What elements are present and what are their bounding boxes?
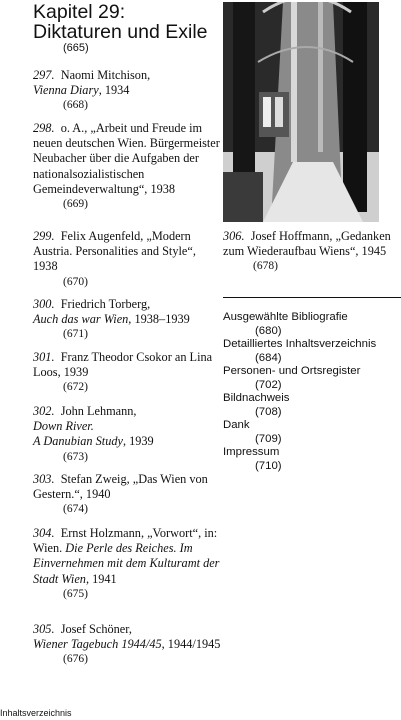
- chapter-page-number: (665): [63, 42, 89, 54]
- back-matter-label: Dank: [223, 419, 250, 431]
- toc-entry-298[interactable]: [33, 121, 223, 212]
- entry-title: Auch das war Wien: [33, 312, 129, 327]
- toc-entry-297[interactable]: [33, 68, 223, 114]
- entry-page: (678): [253, 260, 278, 273]
- toc-entry-304[interactable]: [33, 526, 223, 602]
- toc-entry-303[interactable]: [33, 472, 223, 518]
- entry-number: 301.: [33, 350, 55, 364]
- toc-entry-299[interactable]: [33, 229, 223, 290]
- back-matter-page: (709): [255, 432, 282, 445]
- entry-text: o. A., „Arbeit und Freude im neuen deutschen Wien. Bürgermeister Neubacher über die Aufgaben der nationalsozialistischen Gemeindeverwaltung“, 1938: [33, 121, 220, 196]
- entry-text: Franz Theodor Csokor an Lina Loos, 1939: [33, 350, 213, 380]
- entry-year: , 1944/1945: [161, 637, 221, 652]
- back-matter-page: (702): [255, 378, 282, 391]
- entry-page: (671): [63, 328, 88, 341]
- back-matter-page: (680): [255, 324, 282, 337]
- back-matter-page: (710): [255, 459, 282, 472]
- entry-author: Josef Schöner,: [60, 622, 132, 636]
- section-divider: [223, 297, 401, 298]
- back-matter-label: Personen- und Ortsregister: [223, 365, 361, 377]
- entry-title: Die Perle des Reiches. Im Einvernehmen mit dem Kulturamt der Stadt Wien: [33, 541, 220, 586]
- back-matter-page: (684): [255, 351, 282, 364]
- entry-author: Friedrich Torberg,: [60, 297, 151, 311]
- entry-page: (676): [63, 653, 88, 666]
- back-matter-impressum[interactable]: [223, 446, 401, 473]
- entry-number: 304.: [33, 526, 55, 540]
- running-footer: Inhaltsverzeichnis: [0, 708, 72, 718]
- entry-number: 299.: [33, 229, 55, 243]
- entry-page: (672): [63, 381, 88, 394]
- back-matter-label: Detailliertes Inhaltsverzeichnis: [223, 338, 377, 350]
- entry-page: (674): [63, 503, 88, 516]
- back-matter-inhaltsverzeichnis[interactable]: [223, 338, 401, 365]
- entry-text: Stefan Zweig, „Das Wien von Gestern.“, 1940: [33, 472, 208, 502]
- back-matter-bildnachweis[interactable]: [223, 392, 401, 419]
- entry-number: 298.: [33, 121, 55, 135]
- entry-number: 300.: [33, 297, 55, 311]
- entry-page: (675): [63, 587, 88, 600]
- back-matter-label: Impressum: [223, 446, 280, 458]
- entry-number: 297.: [33, 68, 55, 82]
- entry-text: Josef Hoffmann, „Gedanken zum Wiederaufbau Wiens“, 1945: [223, 229, 391, 259]
- entry-year: , 1934: [98, 83, 130, 98]
- toc-entry-301[interactable]: [33, 350, 223, 396]
- entry-number: 303.: [33, 472, 55, 486]
- chapter-title: Kapitel 29: Diktaturen und Exile: [33, 1, 208, 43]
- back-matter-label: Bildnachweis: [223, 392, 290, 404]
- entry-author: John Lehmann,: [60, 404, 137, 418]
- toc-entry-302[interactable]: [33, 404, 223, 465]
- church-interior-photo: [223, 2, 379, 222]
- entry-subtitle: A Danubian Study: [33, 434, 123, 449]
- entry-page: (669): [63, 198, 88, 211]
- toc-entry-305[interactable]: [33, 622, 223, 668]
- entry-number: 305.: [33, 622, 55, 636]
- back-matter-bibliografie[interactable]: [223, 311, 401, 338]
- toc-entry-300[interactable]: [33, 297, 223, 343]
- back-matter-register[interactable]: [223, 365, 401, 392]
- entry-year: , 1938–1939: [128, 312, 190, 327]
- entry-title: Wiener Tagebuch 1944/45: [33, 637, 162, 652]
- entry-author: Ernst Holzmann, „Vorwort“, in: Wien.: [33, 526, 218, 556]
- entry-title: Vienna Diary: [33, 83, 99, 98]
- back-matter-page: (708): [255, 405, 282, 418]
- back-matter-dank[interactable]: [223, 419, 401, 446]
- entry-number: 302.: [33, 404, 55, 418]
- entry-text: Felix Augenfeld, „Modern Austria. Personalities and Style“, 1938: [33, 229, 196, 274]
- entry-year: , 1939: [122, 434, 154, 449]
- entry-year: , 1941: [85, 571, 117, 586]
- entry-author: Naomi Mitchison,: [60, 68, 151, 82]
- entry-number: 306.: [223, 229, 245, 243]
- entry-page: (670): [63, 275, 88, 288]
- entry-title: Down River.: [33, 419, 94, 434]
- back-matter-label: Ausgewählte Bibliografie: [223, 311, 348, 323]
- toc-entry-306[interactable]: [223, 229, 401, 275]
- entry-page: (673): [63, 450, 88, 463]
- entry-page: (668): [63, 99, 88, 112]
